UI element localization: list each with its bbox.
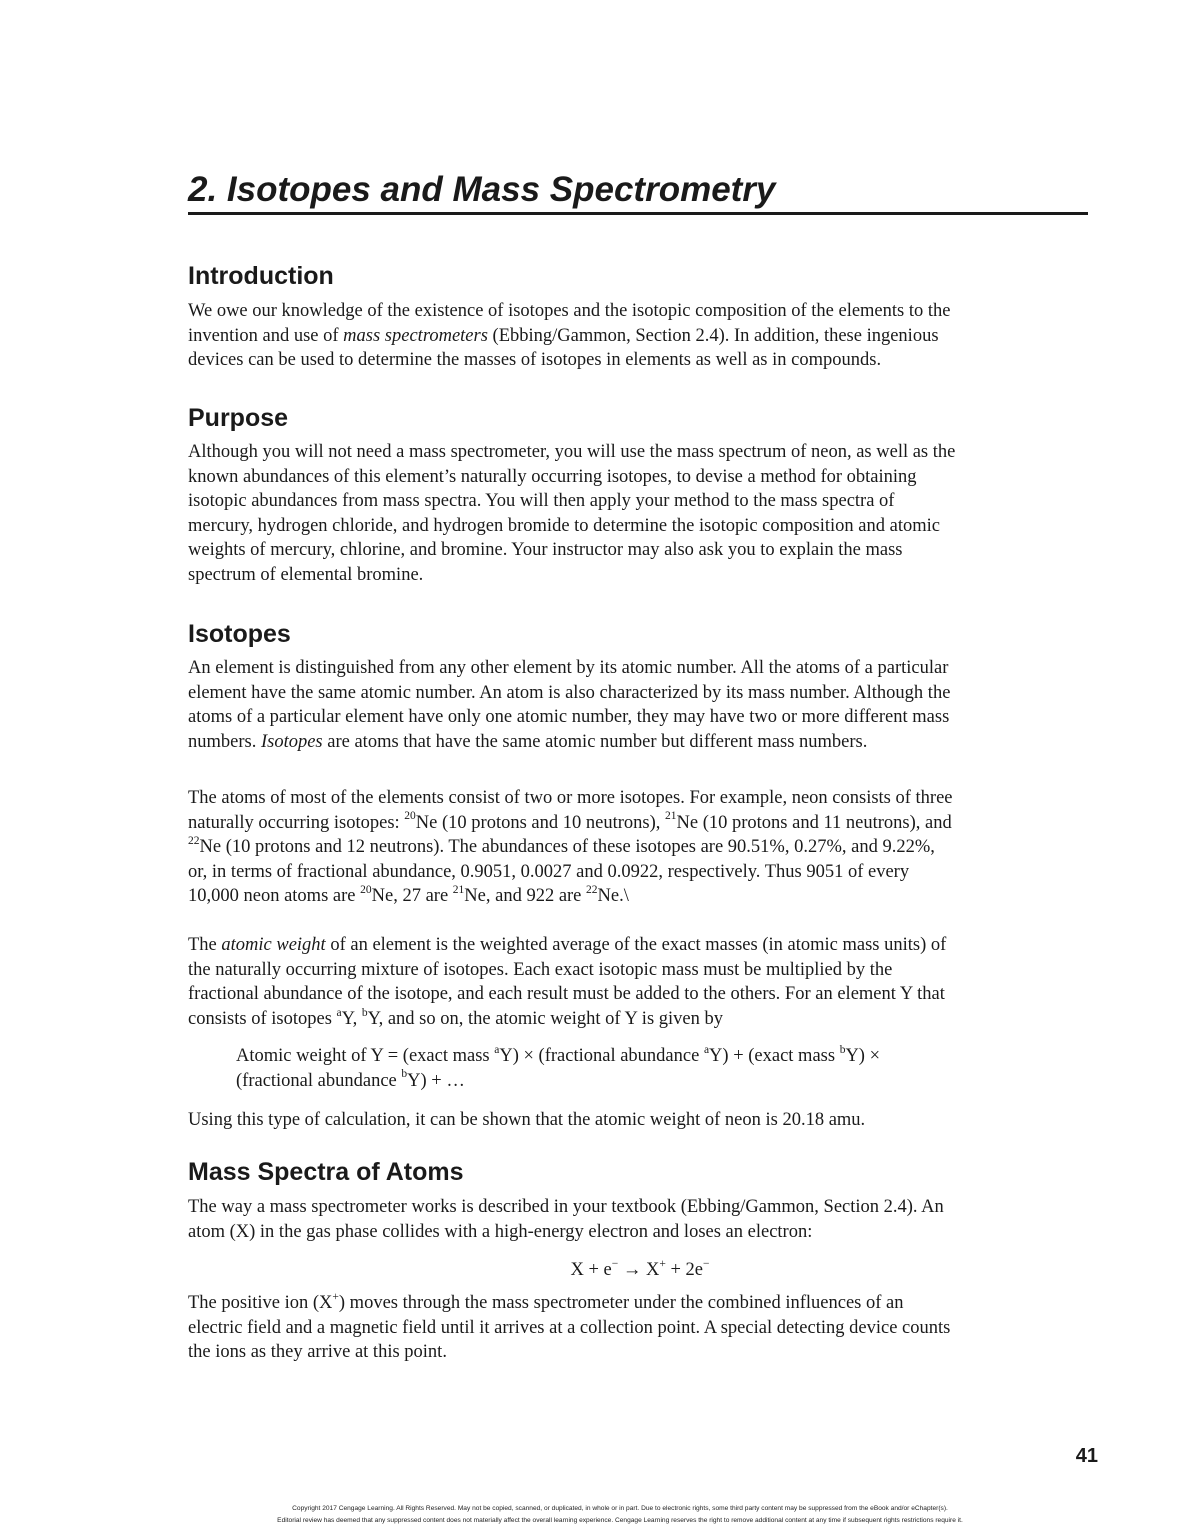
atomic-weight-equation: Atomic weight of Y = (exact mass $^a$Y) × (fractional abundance $^a$Y) + (exact mass $^b$Y) × (fractional abundance $^b$Y) + …	[236, 1043, 881, 1091]
isotopes-paragraph-2: The atoms of most of the elements consist of two or more isotopes. For example, neon consists of three naturally occurring isotopes: $^{20}$Ne (10 protons and 10 neutrons), $^{21}$Ne (10 protons and 11 neutrons), and $^{22}$Ne (10 protons and 12 neutrons). The abundances of these isotopes are 90.51%, 0.27%, and 9.22%, or, in terms of fractional abundance, 0.9051, 0.0027 and 0.0922, respectively. Thus 9051 of every 10,000 neon atoms are $^{20}$Ne, 27 are $^{21}$Ne, and 922 are $^{22}$Ne.\	[188, 788, 953, 907]
copyright-line-1: Copyright 2017 Cengage Learning. All Rights Reserved. May not be copied, scanned, or duplicated, in whole or in part. Due to electronic rights, some third party content may be suppressed from the eBook and/or eChapter(s).	[292, 1505, 948, 1512]
section-heading-purpose: Purpose	[188, 404, 289, 432]
introduction-paragraph: We owe our knowledge of the existence of isotopes and the isotopic composition of the elements to the invention and use of mass spectrometers (Ebbing/Gammon, Section 2.4). In addition, these ingenious devices can be used to determine the masses of isotopes in elements as well as in compounds.	[188, 301, 951, 371]
emphasis-atomic-weight: atomic weight	[221, 935, 326, 955]
section-heading-isotopes: Isotopes	[188, 620, 291, 648]
isotopes-paragraph-1: An element is distinguished from any other element by its atomic number. All the atoms of a particular element have the same atomic number. An atom is also characterized by its mass number. Although the atoms of a particular element have only one atomic number, they may have two or more different mass numbers. Isotopes are atoms that have the same atomic number but different mass numbers.	[188, 658, 951, 752]
isotopes-paragraph-4: Using this type of calculation, it can be shown that the atomic weight of neon is 20.18 amu.	[188, 1110, 866, 1130]
purpose-paragraph: Although you will not need a mass spectrometer, you will use the mass spectrum of neon, as well as the known abundances of this element’s naturally occurring isotopes, to devise a method for obtaining isotopic abundances from mass spectra. You will then apply your method to the mass spectra of mercury, hydrogen chloride, and hydrogen bromide to determine the isotopic composition and atomic weights of mercury, chlorine, and bromine. Your instructor may also ask you to explain the mass spectrum of elemental bromine.	[188, 442, 956, 585]
mass-spectra-paragraph-1: The way a mass spectrometer works is described in your textbook (Ebbing/Gammon, Section 2.4). An atom (X) in the gas phase collides with a high-energy electron and loses an electron:	[188, 1197, 944, 1242]
emphasis-isotopes: Isotopes	[260, 731, 323, 752]
section-heading-mass-spectra: Mass Spectra of Atoms	[188, 1158, 464, 1186]
isotopes-paragraph-3: The atomic weight of an element is the weighted average of the exact masses (in atomic mass units) of the naturally occurring mixture of isotopes. Each exact isotopic mass must be multiplied by the fractional abundance of the isotope, and each result must be added to the others. For an element Y that consists of isotopes $^a$Y, $^b$Y, and so on, the atomic weight of Y is given by	[188, 935, 947, 1029]
ionization-reaction: X + e− → X+ + 2e−	[570, 1257, 710, 1280]
section-heading-introduction: Introduction	[188, 262, 334, 290]
chapter-title: 2. Isotopes and Mass Spectrometry	[188, 170, 1088, 215]
copyright-line-2: Editorial review has deemed that any suppressed content does not materially affect the overall learning experience. Cengage Learning reserves the right to remove additional content at any time if subsequent rights restrictions require it.	[277, 1517, 963, 1524]
emphasis-mass-spectrometers: mass spectrometers	[343, 325, 488, 346]
mass-spectra-paragraph-2: The positive ion (X+) moves through the mass spectrometer under the combined influences of an electric field and a magnetic field until it arrives at a collection point. A special detecting device counts the ions as they arrive at this point.	[188, 1290, 951, 1363]
page-number: 41	[1075, 1445, 1098, 1467]
